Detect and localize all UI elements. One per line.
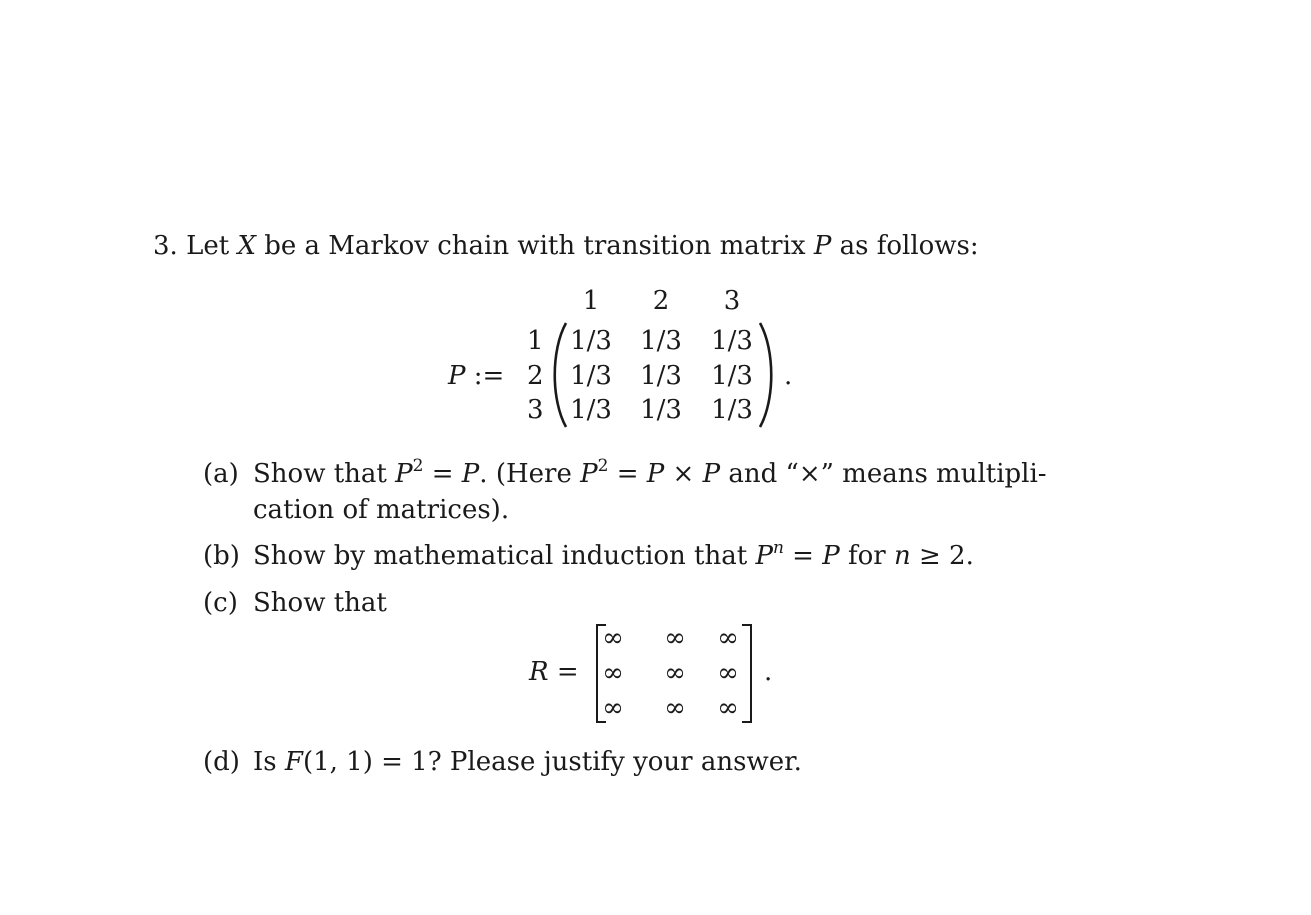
col-label: 2 — [652, 286, 670, 316]
row-label: 3 — [527, 395, 544, 425]
matrix-cell: ∞ — [664, 623, 686, 653]
matrix-p-var: P — [448, 361, 466, 391]
matrix-cell: ∞ — [717, 658, 739, 688]
times-op: × — [664, 459, 703, 489]
matrix-cell: 1/3 — [640, 326, 682, 356]
equals: = — [548, 657, 579, 687]
matrix-cell: ∞ — [664, 693, 686, 723]
part-text: Show that — [253, 459, 396, 489]
problem-number: 3. — [153, 231, 178, 261]
problem-intro — [153, 233, 979, 259]
equals: = — [423, 459, 462, 489]
var-p: P — [813, 231, 832, 261]
var-p: P — [702, 459, 721, 489]
part-b-label: (b) — [203, 541, 240, 571]
intro-text: be a Markov chain with transition matrix — [255, 231, 814, 261]
var-p: P — [461, 459, 480, 489]
matrix-cell: ∞ — [664, 658, 686, 688]
exponent: n — [772, 538, 784, 558]
matrix-cell: 1/3 — [570, 326, 612, 356]
row-label: 1 — [527, 326, 544, 356]
var-p: P — [580, 459, 598, 489]
matrix-cell: 1/3 — [640, 361, 682, 391]
var-p: P — [822, 541, 840, 571]
part-d-label: (d) — [203, 747, 240, 777]
var-p: P — [395, 459, 413, 489]
matrix-p-trail: . — [784, 361, 793, 391]
part-text: for — [839, 541, 894, 571]
part-text: Please justify your answer. — [441, 747, 802, 777]
matrix-cell: ∞ — [602, 693, 624, 723]
part-a-line1 — [253, 456, 1047, 489]
equals: = — [608, 459, 647, 489]
var-p: P — [646, 459, 665, 489]
matrix-cell: ∞ — [717, 693, 739, 723]
matrix-cell: 1/3 — [570, 361, 612, 391]
part-text: Is — [253, 747, 285, 777]
matrix-r-lhs — [529, 659, 579, 685]
matrix-cell: 1/3 — [711, 326, 753, 356]
exponent: 2 — [597, 456, 609, 476]
intro-text: Let — [186, 231, 238, 261]
col-label: 1 — [582, 286, 600, 316]
part-text: . (Here — [479, 459, 581, 489]
var-f: F — [284, 747, 303, 777]
function-args: (1, 1) = 1? — [302, 747, 442, 777]
matrix-r-trail: . — [764, 657, 773, 687]
matrix-p-lhs — [448, 363, 504, 389]
assign-op: := — [465, 361, 505, 391]
matrix-cell: 1/3 — [711, 395, 753, 425]
var-p: P — [755, 541, 773, 571]
exponent: 2 — [412, 456, 424, 476]
part-b-text — [253, 538, 974, 571]
part-c-text: Show that — [253, 588, 387, 618]
matrix-cell: 1/3 — [711, 361, 753, 391]
var-x: X — [237, 231, 256, 261]
matrix-cell: ∞ — [717, 623, 739, 653]
part-text: ≥ 2. — [910, 541, 974, 571]
row-label: 2 — [527, 361, 544, 391]
part-d-text — [253, 749, 802, 775]
matrix-cell: 1/3 — [570, 395, 612, 425]
matrix-r-var: R — [529, 657, 549, 687]
matrix-cell: 1/3 — [640, 395, 682, 425]
equals: = — [783, 541, 823, 571]
part-a-label: (a) — [203, 459, 239, 489]
matrix-cell: ∞ — [602, 623, 624, 653]
intro-text: as follows: — [831, 231, 979, 261]
var-n: n — [893, 541, 911, 571]
part-text: Show by mathematical induction that — [253, 541, 756, 571]
col-label: 3 — [723, 286, 741, 316]
part-c-label: (c) — [203, 588, 238, 618]
part-text: and “×” means multipli- — [720, 459, 1047, 489]
matrix-cell: ∞ — [602, 658, 624, 688]
part-a-line2: cation of matrices). — [253, 495, 510, 525]
